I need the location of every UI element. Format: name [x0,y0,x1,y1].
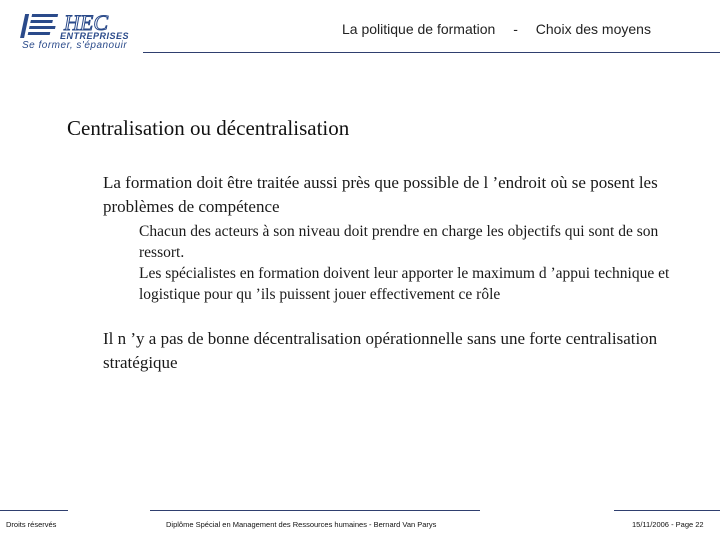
sub-point-2: Les spécialistes en formation doivent leur apporter le maximum d ’appui technique et logistique pour qu ’ils puissent jouer effectivement ce rôle [139,265,670,303]
footer-date-page: 15/11/2006 - Page 22 [632,520,704,529]
svg-text:ENTREPRISES: ENTREPRISES [60,31,130,41]
slide-title: Centralisation ou décentralisation [67,116,350,140]
logo-tagline: Se former, s'épanouir [22,40,128,51]
header-title [342,21,651,37]
svg-text:HEC: HEC [64,10,108,35]
header-title-part2: Choix des moyens [535,21,651,37]
footer-course: Diplôme Spécial en Management des Ressources humaines - Bernard Van Parys [166,520,437,529]
sub-point-1: Chacun des acteurs à son niveau doit prendre en charge les objectifs qui sont de son ressort. [139,223,659,261]
header-separator: - [513,21,518,37]
footer-rule-right [614,510,720,511]
paragraph-2: Il n ’y a pas de bonne décentralisation opérationnelle sans une forte centralisation stratégique [103,329,658,372]
header-rule [143,52,720,53]
paragraph-1: La formation doit être traitée aussi près que possible de l ’endroit où se posent les problèmes de compétence [103,173,658,216]
footer-rule-left [0,510,68,511]
header-title-part1: La politique de formation [342,21,496,37]
footer-rule-center [150,510,480,511]
footer-rights: Droits réservés [6,520,57,529]
